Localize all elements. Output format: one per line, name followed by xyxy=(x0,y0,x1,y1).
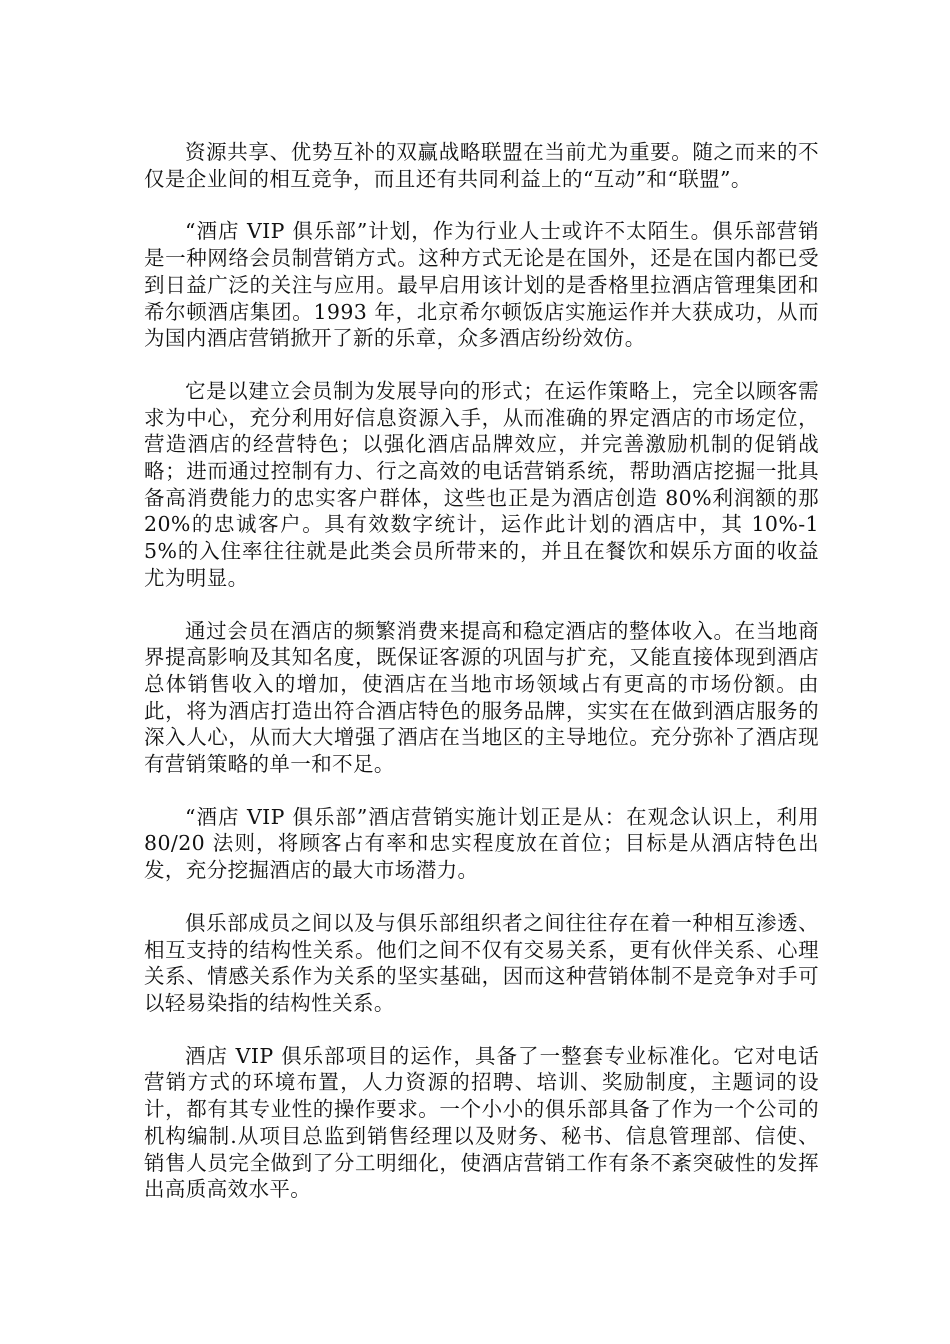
paragraph-6: 俱乐部成员之间以及与俱乐部组织者之间往往存在着一种相互渗透、相互支持的结构性关系。他们之间不仅有交易关系，更有伙伴关系、心理关系、情感关系作为关系的坚实基础，因而这种营销体制不是竞争对手可以轻易染指的结构性关系。 xyxy=(144,910,819,1015)
paragraph-3: 它是以建立会员制为发展导向的形式；在运作策略上，完全以顾客需求为中心，充分利用好信息资源入手，从而准确的界定酒店的市场定位，营造酒店的经营特色；以强化酒店品牌效应，并完善激励机制的促销战略；进而通过控制有力、行之高效的电话营销系统，帮助酒店挖掘一批具备高消费能力的忠实客户群体，这些也正是为酒店创造 80%利润额的那 20%的忠诚客户。具有效数字统计，运作此计划的酒店中，其 10%-15%的入住率往往就是此类会员所带来的，并且在餐饮和娱乐方面的收益尤为明显。 xyxy=(144,378,819,590)
paragraph-5: “酒店 VIP 俱乐部”酒店营销实施计划正是从：在观念认识上，利用 80/20 法则，将顾客占有率和忠实程度放在首位；目标是从酒店特色出发，充分挖掘酒店的最大市场潜力。 xyxy=(144,804,819,883)
paragraph-2: “酒店 VIP 俱乐部”计划，作为行业人士或许不太陌生。俱乐部营销是一种网络会员制营销方式。这种方式无论是在国外，还是在国内都已受到日益广泛的关注与应用。最早启用该计划的是香格里拉酒店管理集团和希尔顿酒店集团。1993 年，北京希尔顿饭店实施运作并大获成功，从而为国内酒店营销掀开了新的乐章，众多酒店纷纷效仿。 xyxy=(144,219,819,351)
paragraph-4: 通过会员在酒店的频繁消费来提高和稳定酒店的整体收入。在当地商界提高影响及其知名度，既保证客源的巩固与扩充，又能直接体现到酒店总体销售收入的增加，使酒店在当地市场领域占有更高的市场份额。由此，将为酒店打造出符合酒店特色的服务品牌，实实在在做到酒店服务的深入人心，从而大大增强了酒店在当地区的主导地位。充分弥补了酒店现有营销策略的单一和不足。 xyxy=(144,618,819,777)
document-body xyxy=(144,139,819,1229)
paragraph-7: 酒店 VIP 俱乐部项目的运作，具备了一整套专业标准化。它对电话营销方式的环境布置，人力资源的招聘、培训、奖励制度，主题词的设计，都有其专业性的操作要求。一个小小的俱乐部具备了作为一个公司的机构编制.从项目总监到销售经理以及财务、秘书、信息管理部、信使、销售人员完全做到了分工明细化，使酒店营销工作有条不紊突破性的发挥出高质高效水平。 xyxy=(144,1043,819,1202)
paragraph-1: 资源共享、优势互补的双赢战略联盟在当前尤为重要。随之而来的不仅是企业间的相互竞争，而且还有共同利益上的“互动”和“联盟”。 xyxy=(144,140,819,191)
